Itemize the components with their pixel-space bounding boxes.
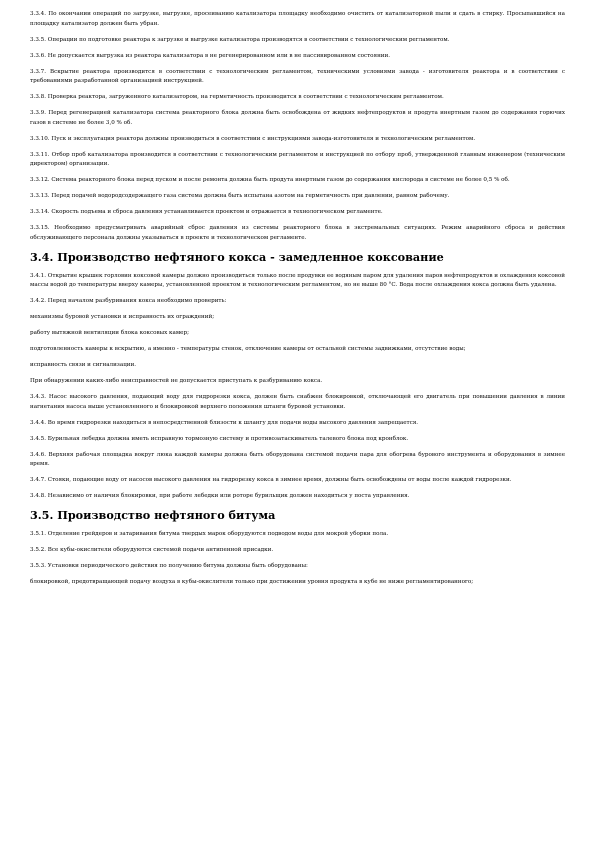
paragraph-3-4-1: 3.4.1. Открытие крышек горловин коксовой камеры должно производиться только после продувки ее водяным паром для удаления паров нефтепродуктов и охлаждения коксовой массы водой до температуры вверху камеры, установленной проектом и технологическим регламентом, но не выше 80 °С. Вода после охлаждения кокса должна быть удалена. (30, 272, 565, 289)
paragraph-3-4-3: 3.4.3. Насос высокого давления, подающий воду для гидрорезки кокса, должен быть снабжен блокировкой, отключающей его двигатель при повышении давления в линии нагнетания насоса выше установленного и блокировкой верхнего положения штанги буровой установки. (30, 394, 565, 410)
paragraph-3-3-11: 3.3.11. Отбор проб катализатора производится в соответствии с технологическим регламентом и инструкцией по отбору проб, утвержденной главным инженером (техническим директором) организации. (30, 151, 565, 168)
section-heading-3-5: 3.5. Производство нефтяного битума (30, 508, 276, 523)
paragraph-3-4-6: 3.4.6. Верхняя рабочая площадка вокруг люка каждой камеры должна быть оборудована системой подачи пара для обогрева бурового инструмента и оборудования в зимнее время. (30, 451, 565, 468)
list-item-air-blocking: блокировкой, предотвращающей подачу воздуха в кубы-окислители только при достижении уровня продукта в кубе не ниже регламентированного; (30, 579, 474, 586)
paragraph-3-3-10: 3.3.10. Пуск и эксплуатация реактора должны производиться в соответствии с инструкциями завода-изготовителя и технологическим регламентом. (30, 135, 476, 142)
paragraph-3-5-2: 3.5.2. Все кубы-окислители оборудуются системой подачи антипенной присадки. (30, 547, 274, 554)
list-item-mechanisms: механизмы буровой установки и исправность их ограждений; (30, 314, 215, 321)
list-item-ventilation: работу вытяжной вентиляции блока коксовых камер; (30, 330, 189, 337)
paragraph-3-5-1: 3.5.1. Отделение грейдеров и затаривания битума твердых марок оборудуются подводом воды для мокрой уборки пола. (30, 531, 389, 538)
paragraph-3-3-15: 3.3.15. Необходимо предусматривать аварийный сброс давления из системы реакторного блока в экстремальных ситуациях. Режим аварийного сброса и действия обслуживающего персонала должны указываться в проекте и технологическом регламенте. (30, 225, 565, 241)
paragraph-3-3-6: 3.3.6. Не допускается выгрузка из реактора катализатора в не регенерированном или в не пассивированном состоянии. (30, 52, 391, 59)
section-heading-3-4: 3.4. Производство нефтяного кокса - замедленное коксование (30, 249, 444, 264)
paragraph-malfunction-note: При обнаружении каких-либо неисправностей не допускается приступать к разбуриванию кокса. (30, 378, 323, 385)
paragraph-3-4-5: 3.4.5. Бурильная лебедка должна иметь исправную тормозную систему и противозатаскиватель талевого блока под кронблок. (30, 435, 409, 442)
paragraph-3-5-3: 3.5.3. Установки периодического действия по получению битума должны быть оборудованы: (30, 563, 308, 570)
list-item-chamber-readiness: подготовленность камеры к вскрытию, а именно - температуры стенок, отключение камеры от остальной системы задвижками, отсутствие воды; (30, 346, 466, 353)
paragraph-3-3-12: 3.3.12. Система реакторного блока перед пуском и после ремонта должна быть продута инертным газом до содержания кислорода в системе не более 0,5 % об. (30, 177, 510, 184)
paragraph-3-4-7: 3.4.7. Стояки, подающие воду от насосов высокого давления на гидрорезку кокса в зимнее время, должны быть освобождены от воды после каждой гидрорезки. (30, 477, 512, 484)
paragraph-3-4-8: 3.4.8. Независимо от наличия блокировки, при работе лебедки или роторе бурильщик должен находиться у поста управления. (30, 493, 410, 500)
paragraph-3-3-14: 3.3.14. Скорость подъема и сброса давления устанавливается проектом и отражается в технологическом регламенте. (30, 209, 383, 216)
list-item-communication: исправность связи и сигнализации. (30, 362, 137, 369)
paragraph-3-3-4: 3.3.4. По окончании операций по загрузке, выгрузке, просеиванию катализатора площадку необходимо очистить от катализаторной пыли и сдать в стирку. Просыпавшийся на площадку катализатор должен быть убран. (30, 11, 565, 27)
paragraph-3-3-9: 3.3.9. Перед регенерацией катализатора система реакторного блока должна быть освобождена от жидких нефтепродуктов и продута инертным газом до содержания горючих газов в системе не более 3,0 % об. (30, 110, 565, 126)
paragraph-3-3-13: 3.3.13. Перед подачей водородсодержащего газа система должна быть испытана азотом на герметичность при давлении, равном рабочему. (30, 193, 450, 200)
paragraph-3-3-8: 3.3.8. Проверка реактора, загруженного катализатором, на герметичность производится в соответствии с технологическим регламентом. (30, 94, 444, 101)
paragraph-3-3-7: 3.3.7. Вскрытие реактора производится в соответствии с технологическим регламентом, техническими условиями завода - изготовителя реактора и в соответствии с требованиями разработанной организацией инструкцией. (30, 68, 565, 85)
paragraph-3-4-4: 3.4.4. Во время гидрорезки находиться в непосредственной близости к шлангу для подачи воды высокого давления запрещается. (30, 419, 419, 426)
paragraph-3-3-5: 3.3.5. Операции по подготовке реактора к загрузке и выгрузке катализатора производятся в соответствии с технологическим регламентом. (30, 36, 450, 43)
paragraph-3-4-2: 3.4.2. Перед началом разбуривания кокса необходимо проверить: (30, 298, 227, 305)
